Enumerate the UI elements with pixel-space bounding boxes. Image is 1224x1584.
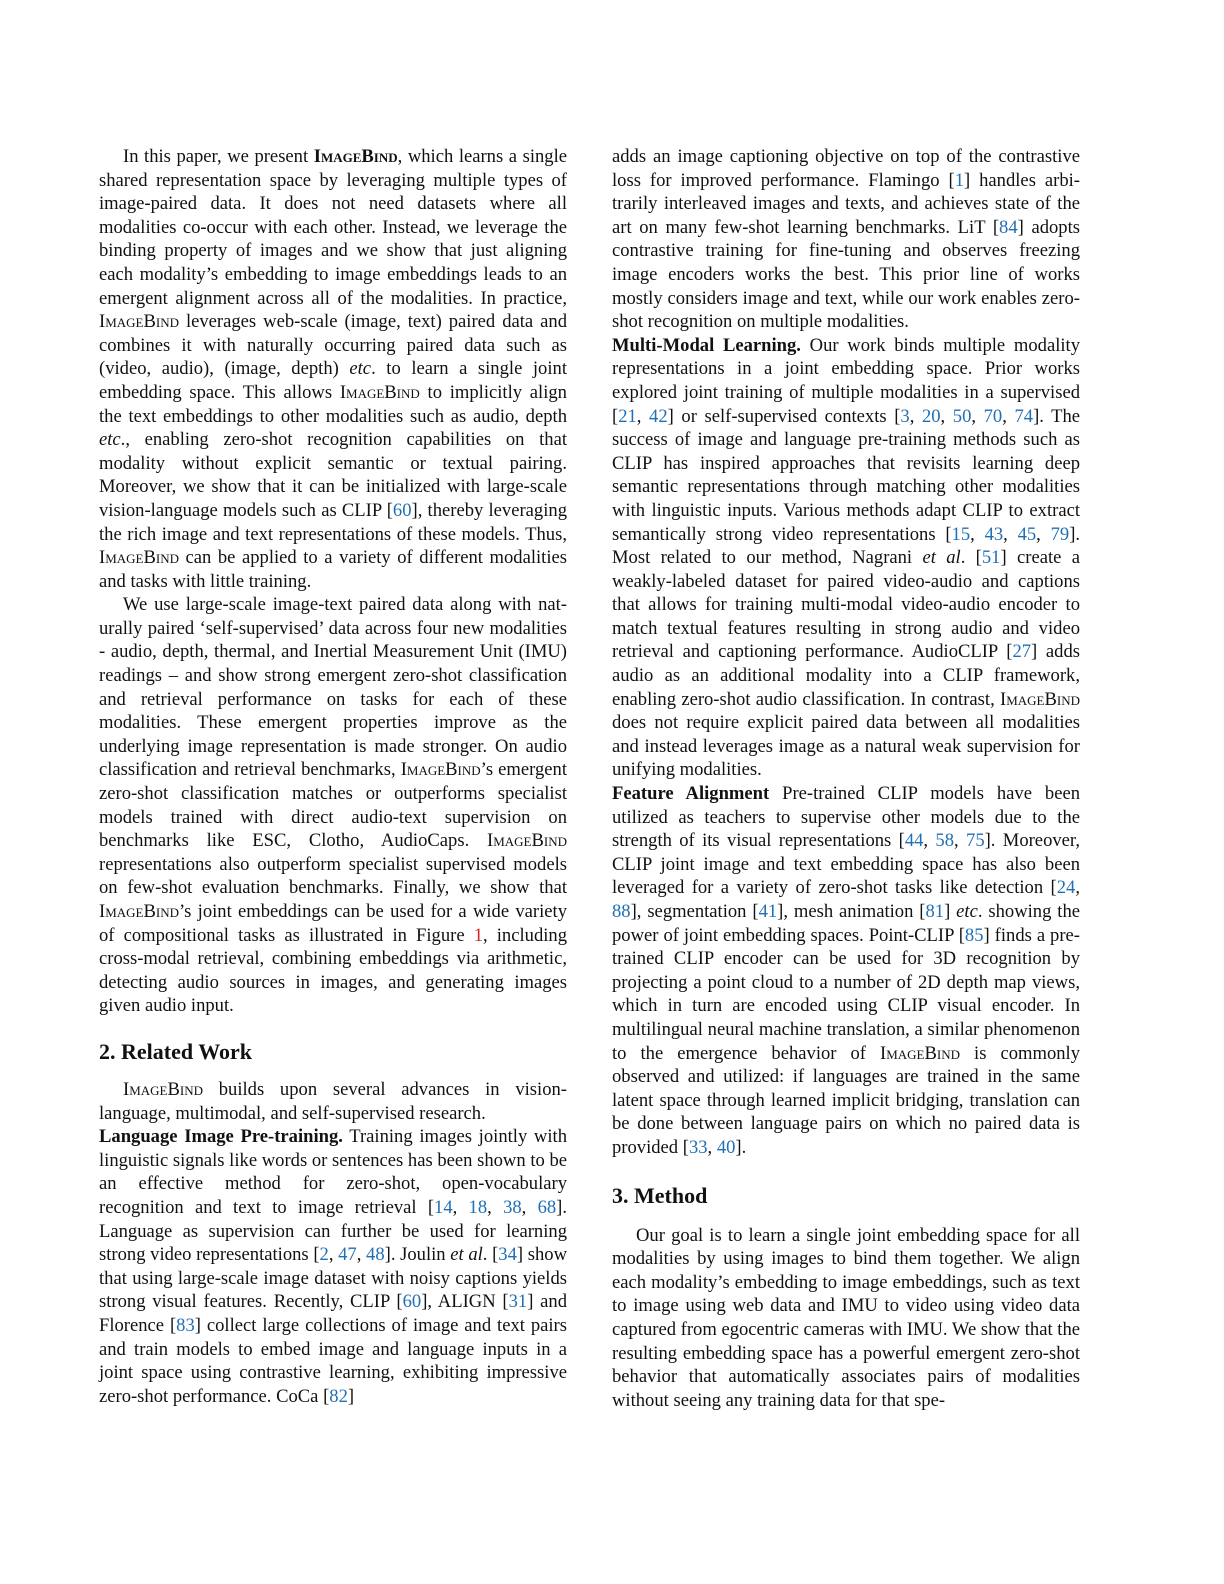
separator: , bbox=[521, 1196, 538, 1218]
citation-link[interactable]: 60 bbox=[392, 499, 412, 521]
method-name: ImageBind bbox=[880, 1042, 961, 1064]
text-run: does not require explicit paired data between all modalities and instead leverages image as a natural weak supervision for unifying modalities. bbox=[612, 712, 1080, 781]
paragraph-heading: Multi-Modal Learning. bbox=[612, 334, 801, 356]
method-name: ImageBind bbox=[123, 1078, 203, 1100]
citation-link[interactable]: 43 bbox=[984, 523, 1004, 545]
text-run: ] finds a pre-trained CLIP encoder can be used for 3D recognition by projecting a point cloud to a number of 2D depth map views, which in turn are encoded using CLIP visual encoder. In multilingual neural machine translation, a similar phenomenon to the emergence behavior of bbox=[612, 924, 1080, 1064]
citation-link[interactable]: 27 bbox=[1012, 641, 1032, 663]
text-run: ], thereby leveraging the rich image and text representations of these models. Thus, bbox=[99, 499, 567, 545]
citation-link[interactable]: 14 bbox=[434, 1196, 453, 1218]
section-heading-method: 3. Method bbox=[612, 1182, 708, 1208]
method-name: ImageBind bbox=[99, 311, 179, 333]
citation-link[interactable]: 58 bbox=[935, 830, 955, 852]
italic-et-al: et al bbox=[450, 1244, 483, 1266]
citation-link[interactable]: 40 bbox=[716, 1136, 736, 1158]
text-run: ] adds audio as an additional modality into a CLIP framework, enabling zero-shot audio classification. In contrast, bbox=[612, 641, 1080, 710]
text-run: ]. The success of image and language pre-training methods such as CLIP has inspired approaches that revisits learning deep semantic representations through matching other modalities with linguistic inputs. Various methods adapt CLIP to extract semantically strong video representations [ bbox=[612, 405, 1081, 545]
citation-link[interactable]: 42 bbox=[649, 405, 668, 427]
text-run: Training images jointly with linguistic signals like words or sentences has been shown to be an effective method for zero-shot, open-vocabulary recognition and text to image retrieval [ bbox=[99, 1126, 567, 1218]
separator: , bbox=[1075, 877, 1080, 899]
text-run: to implicitly align the text embeddings to other modalities such as audio, depth bbox=[99, 381, 567, 427]
text-run: ], mesh animation [ bbox=[777, 901, 926, 922]
citation-link[interactable]: 15 bbox=[951, 523, 971, 545]
citation-link[interactable]: 51 bbox=[981, 547, 1001, 569]
citation-link[interactable]: 2 bbox=[319, 1244, 329, 1266]
text-run: can be applied to a variety of different modalities and tasks with little training. bbox=[99, 547, 567, 592]
text-run: ] bbox=[347, 1385, 355, 1407]
citation-link[interactable]: 82 bbox=[329, 1385, 348, 1407]
italic-etc: etc bbox=[99, 429, 121, 451]
separator: , bbox=[971, 405, 984, 427]
text-run: ], ALIGN [ bbox=[421, 1291, 509, 1313]
separator: , bbox=[940, 405, 953, 427]
citation-link[interactable]: 84 bbox=[999, 216, 1018, 238]
citation-link[interactable]: 75 bbox=[966, 830, 985, 852]
citation-link[interactable]: 47 bbox=[338, 1244, 357, 1266]
text-run: Our work binds multiple modality representations in a joint embedding space. Prior works explored joint training of multiple modalities in a supervised [ bbox=[612, 334, 1080, 427]
text-run: adds an image captioning objective on top of the contrastive loss for improved performance. Flamingo [ bbox=[612, 146, 1080, 191]
text-run: We use large-scale image-text paired data along with naturally paired ‘self-supervised’ data across four new modalities - audio, depth, thermal, and Inertial Measurement Unit (IMU) readings – and show strong emergent zero-shot classification and retrieval performance on tasks for each of these modalities. These emergent properties improve as the underlying image representation is made stronger. On audio classification and retrieval benchmarks, bbox=[99, 594, 567, 781]
citation-link[interactable]: 83 bbox=[176, 1314, 195, 1336]
citation-link[interactable]: 50 bbox=[952, 405, 972, 427]
citation-link[interactable]: 45 bbox=[1017, 523, 1037, 545]
citation-link[interactable]: 33 bbox=[688, 1136, 708, 1158]
text-run: ., enabling zero-shot recognition capabilities on that modality without explicit semantic or textual pairing. Moreover, we show that it can be initialized with large-scale vision-language models such as CLIP [ bbox=[99, 429, 567, 521]
method-name: ImageBind bbox=[99, 901, 179, 922]
feature-alignment-paragraph bbox=[612, 782, 1080, 1160]
text-run: , including cross-modal retrieval, combining embeddings via arithmetic, detecting audio sources in images, and generating images given audio input. bbox=[99, 924, 567, 1017]
multi-modal-learning-paragraph bbox=[612, 334, 1080, 782]
citation-link[interactable]: 21 bbox=[618, 405, 637, 427]
method-paragraph bbox=[612, 1224, 1080, 1413]
separator: , bbox=[1003, 523, 1018, 545]
citation-link[interactable]: 85 bbox=[964, 924, 984, 946]
citation-link[interactable]: 88 bbox=[612, 901, 631, 922]
text-run: is commonly observed and utilized: if languages are trained in the same latent space through learned implicit bridging, translation can be done between language pairs on which no paired data is provided [ bbox=[612, 1042, 1081, 1158]
text-run: ] collect large collections of image and text pairs and train models to embed image and language inputs in a joint space using contrastive learning, exhibiting impressive zero-shot performance. CoCa [ bbox=[99, 1314, 567, 1407]
separator: , bbox=[487, 1196, 504, 1218]
separator: , bbox=[923, 830, 936, 852]
citation-link[interactable]: 38 bbox=[503, 1196, 522, 1218]
text-run: . to learn a single joint embedding space. This allows bbox=[99, 358, 567, 403]
citation-link[interactable]: 1 bbox=[954, 169, 964, 191]
text-run: . [ bbox=[482, 1244, 499, 1266]
text-run: ’s emergent zero-shot classification matches or outperforms specialist models trained with direct audio-text supervision on benchmarks like ESC, Clotho, AudioCaps. bbox=[99, 759, 567, 852]
citation-link[interactable]: 74 bbox=[1014, 405, 1034, 427]
text-run: . [ bbox=[960, 547, 982, 569]
italic-etc: etc bbox=[349, 358, 372, 380]
text-run: Pre-trained CLIP models have been utilized as teachers to supervise other models due to the strength of its visual representations [ bbox=[612, 783, 1081, 852]
citation-link[interactable]: 41 bbox=[758, 901, 778, 922]
citation-link[interactable]: 48 bbox=[366, 1244, 385, 1266]
method-name: ImageBind bbox=[1000, 688, 1080, 710]
left-column bbox=[99, 145, 567, 1408]
citation-link[interactable]: 70 bbox=[983, 405, 1003, 427]
italic-etc: etc bbox=[956, 901, 978, 922]
separator: , bbox=[1002, 405, 1015, 427]
text-run: ] and Florence [ bbox=[99, 1291, 568, 1336]
citation-link[interactable]: 60 bbox=[402, 1291, 422, 1313]
text-run: ]. Language as supervision can further be used for learning strong video representations [ bbox=[99, 1196, 568, 1266]
intro-paragraph-2 bbox=[99, 593, 567, 1018]
citation-link[interactable]: 79 bbox=[1050, 523, 1070, 545]
text-run: ] adopts contrastive training for fine-tuning and observes freezing image encoders works the best. This prior line of works mostly considers image and text, while our work enables zero-shot recognition on multiple modalities. bbox=[612, 216, 1080, 333]
text-run: ] handles arbitrarily interleaved images and texts, and achieves state of the art on many few-shot learning benchmarks. LiT [ bbox=[612, 169, 1080, 238]
text-run: ’s joint embeddings can be used for a wide variety of compositional tasks as illustrated in Figure bbox=[99, 901, 567, 946]
text-run: ] create a weakly-labeled dataset for paired video-audio and captions that allows for training multi-modal video-audio encoder to match textual features resulting in strong audio and video retrieval and captioning performance. AudioCLIP [ bbox=[612, 547, 1080, 663]
text-run: builds upon several advances in vision-language, multimodal, and self-supervised research. bbox=[99, 1078, 567, 1124]
text-run: ]. Moreover, CLIP joint image and text embedding space has also been leveraged for a variety of zero-shot tasks like detection [ bbox=[612, 830, 1081, 899]
citation-link[interactable]: 68 bbox=[537, 1196, 557, 1218]
method-name: ImageBind bbox=[99, 547, 179, 569]
italic-et-al: et al bbox=[922, 547, 961, 569]
separator: , bbox=[452, 1196, 469, 1218]
text-run: . showing the power of joint embedding spaces. Point-CLIP [ bbox=[612, 901, 1080, 946]
text-run: ] show that using large-scale image dataset with noisy captions yields strong visual features. Recently, CLIP [ bbox=[99, 1244, 567, 1313]
coca-continuation-paragraph bbox=[612, 145, 1080, 334]
separator: , bbox=[328, 1244, 339, 1266]
method-name: ImageBind bbox=[487, 830, 567, 852]
citation-link[interactable]: 31 bbox=[508, 1291, 528, 1313]
citation-link[interactable]: 24 bbox=[1056, 877, 1076, 899]
paragraph-heading: Feature Alignment bbox=[612, 783, 770, 805]
citation-link[interactable]: 18 bbox=[468, 1196, 488, 1218]
text-run: leverages web-scale (image, text) paired data and combines it with naturally occurring paired data such as (video, audio), (image, depth) bbox=[99, 311, 567, 380]
citation-link[interactable]: 3 bbox=[900, 405, 910, 427]
separator: , bbox=[1036, 523, 1051, 545]
separator: , bbox=[954, 830, 967, 852]
section-heading-related-work: 2. Related Work bbox=[99, 1038, 252, 1064]
citation-link[interactable]: 81 bbox=[925, 901, 945, 922]
text-run: In this paper, we present bbox=[123, 146, 314, 167]
method-name: ImageBind bbox=[400, 759, 481, 781]
intro-paragraph-1 bbox=[99, 145, 567, 593]
language-image-pretraining-paragraph bbox=[99, 1125, 567, 1408]
text-run: , which learns a single shared representation space by leveraging multiple types of image-paired data. It does not need datasets where all modalities co-occur with each other. Instead, we leverage the binding property of images and we show that just aligning each modality’s embedding to image embeddings leads to an emergent alignment across all of the modalities. In practice, bbox=[99, 146, 567, 309]
citation-link[interactable]: 34 bbox=[498, 1244, 517, 1266]
separator: , bbox=[636, 405, 650, 427]
figure-ref-link[interactable]: 1 bbox=[473, 924, 483, 946]
separator: , bbox=[356, 1244, 367, 1266]
method-name: ImageBind bbox=[313, 146, 398, 167]
text-run: ] or self-supervised contexts [ bbox=[667, 405, 901, 427]
related-intro-paragraph bbox=[99, 1078, 567, 1125]
citation-link[interactable]: 20 bbox=[921, 405, 941, 427]
text-run: representations also outperform specialist supervised models on few-shot evaluation benchmarks. Finally, we show that bbox=[99, 853, 567, 899]
separator: , bbox=[707, 1136, 717, 1158]
paragraph-heading: Language Image Pre-training. bbox=[99, 1126, 343, 1148]
separator: , bbox=[909, 405, 922, 427]
text-run: ], segmentation [ bbox=[630, 901, 759, 922]
text-run: ]. Joulin bbox=[384, 1244, 451, 1266]
citation-link[interactable]: 44 bbox=[904, 830, 924, 852]
text-run: ] bbox=[944, 901, 957, 922]
separator: , bbox=[970, 523, 985, 545]
text-run: ]. bbox=[735, 1136, 747, 1158]
text-run: Our goal is to learn a single joint embedding space for all modalities by using images to bind them together. We align each modality’s embedding to image embeddings, such as text to image using web data and IMU to video using video data captured from egocentric cameras with IMU. We show that the resulting embedding space has a powerful emergent zero-shot behavior that automatically associates pairs of modalities without seeing any training data for that spe- bbox=[612, 1224, 1081, 1411]
right-column bbox=[612, 145, 1080, 1412]
text-run: ]. Most related to our method, Nagrani bbox=[612, 523, 1081, 569]
method-name: ImageBind bbox=[339, 381, 420, 403]
